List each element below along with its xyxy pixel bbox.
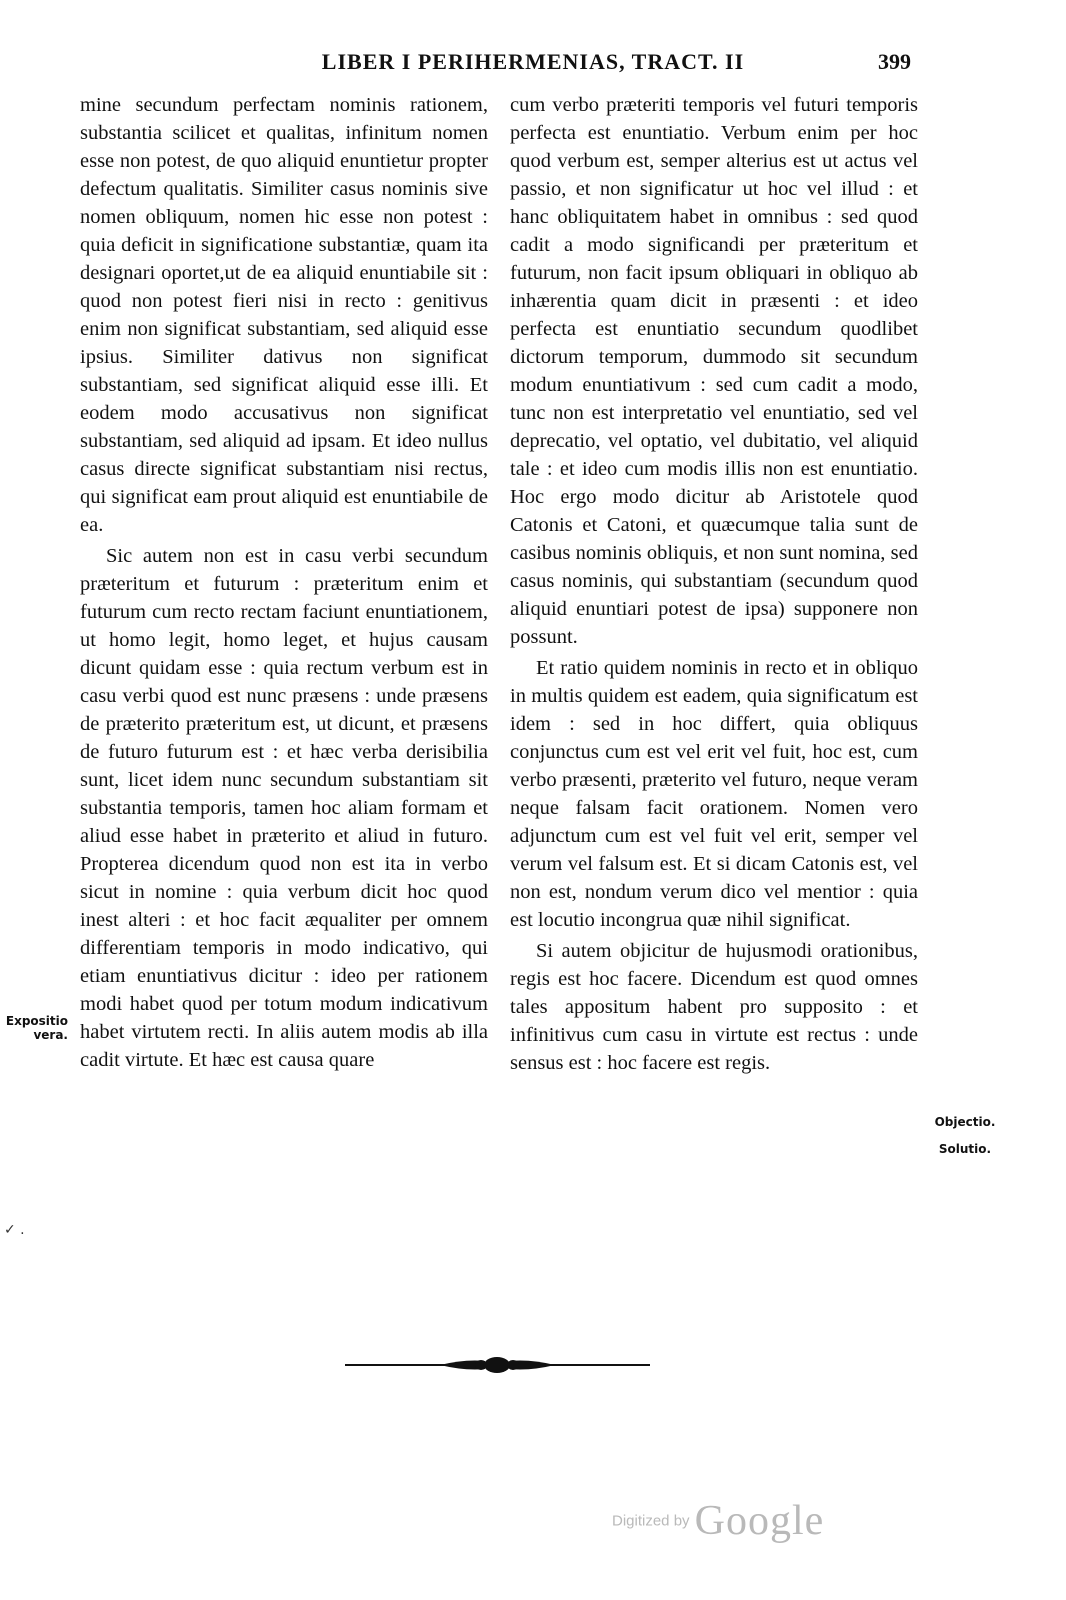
margin-note-objectio: Objectio.	[934, 1115, 996, 1129]
paragraph: Sic autem non est in casu verbi secundum præteritum et futurum : præteritum enim et futurum cum recto rectam faciunt enuntiationem, ut homo legit, homo leget, et hujus causam dicunt quidam esse : quia rectum verbum est in casu verbi quod est nunc præsens : unde præsens de præterito præteritum est, ut dicunt, et præsens de futuro futurum est : et hæc verba derisibilia sunt, licet idem nunc secundum substantiam sit substantia temporis, tamen hoc aliam formam et aliud esse habet in præterito et aliud in futuro. Propterea dicendum quod non est ita in verbo sicut in nomine : quia verbum dicit hoc quod inest alteri : et hoc facit æqualiter per omnem differentiam temporis in modo indicativo, qui etiam enuntiativus dicitur : ideo per rationem modi habet quod per totum modum indicativum habet virtutem recti. In aliis autem modis ab illa cadit virtute. Et hæc est causa quare	[80, 545, 488, 1071]
running-header-title: LIBER I PERIHERMENIAS, TRACT. II	[321, 49, 745, 74]
tailpiece-ornament	[345, 1353, 650, 1377]
margin-note-expositio	[2, 1014, 68, 1042]
google-logo-text: Google	[694, 1498, 825, 1544]
margin-note-line: Expositio	[5, 1014, 68, 1028]
paragraph: Si autem objicitur de hujusmodi orationibus, regis est hoc facere. Dicendum est quod omnes tales appositum habent pro supposito : et infinitivus cum casu in virtute est rectus : unde sensus est : hoc facere est regis.	[510, 940, 918, 1074]
paragraph: cum verbo præteriti temporis vel futuri temporis perfecta est enuntiatio. Verbum enim per hoc quod verbum est, semper alterius est ut actus vel passio, et non significatur ut hoc vel illud : et hanc obliquitatem habet in omnibus : sed quod cadit a modo significandi per præteritum et futurum, non facit ipsum obliquari in obliquo ab inhærentia quam dicit in præsenti : et ideo perfecta est enuntiatio secundum quodlibet dictorum temporum, dummodo sit secundum modum enuntiativum : sed cum cadit a modo, tunc non est interpretatio vel enuntiatio, sed vel deprecatio, vel optatio, vel dubitatio, vel aliquid tale : et ideo cum modis illis non est enuntiatio. Hoc ergo modo dicitur ab Aristotele quod Catonis et Catoni, et quæcumque talia sunt de casibus nominis obliquis, et non sunt nomina, sed casus nominis, qui substantiam (secundum quod aliquid enuntiari potest de ipsa) supponere non possunt.	[510, 94, 918, 648]
margin-note-line: vera.	[33, 1028, 68, 1042]
right-column	[510, 91, 918, 1077]
pencil-mark: ✓ .	[4, 1222, 25, 1238]
page-number: 399	[878, 49, 911, 74]
google-watermark	[612, 1497, 825, 1544]
left-column	[80, 91, 488, 1074]
paragraph: mine secundum perfectam nominis rationem, substantia scilicet et qualitas, infinitum nomen esse non potest, de quo aliquid enuntietur propter defectum qualitatis. Similiter casus nominis sive nomen obliquum, nomen hic esse non potest : quia deficit in significatione substantiæ, quam ita designari oportet,ut de ea aliquid enuntiabile sit : quod non potest fieri nisi in recto : genitivus enim non significat substantiam, sed aliquid esse ipsius. Similiter dativus non significat substantiam, sed significat aliquid esse illi. Et eodem modo accusativus non significat substantiam, sed aliquid ad ipsam. Et ideo nullus casus directe significat substantiam nisi rectus, qui significat eam prout aliquid est enuntiabile de ea.	[80, 94, 488, 536]
watermark-digitized-by: Digitized by	[612, 1512, 690, 1530]
paragraph: Et ratio quidem nominis in recto et in obliquo in multis quidem est eadem, quia significatum est idem : sed in hoc differt, quia obliquus conjunctus cum est vel erit vel fuit, hoc est, cum verbo præsenti, præterito vel futuro, neque veram neque falsam facit orationem. Nomen vero adjunctum cum est vel fuit vel erit, semper vel verum vel falsum est. Et si dicam Catonis est, vel non est, nondum verum dico vel mentior : quia est locutio incongrua quæ nihil significat.	[510, 657, 918, 931]
margin-note-solutio: Solutio.	[938, 1142, 992, 1156]
